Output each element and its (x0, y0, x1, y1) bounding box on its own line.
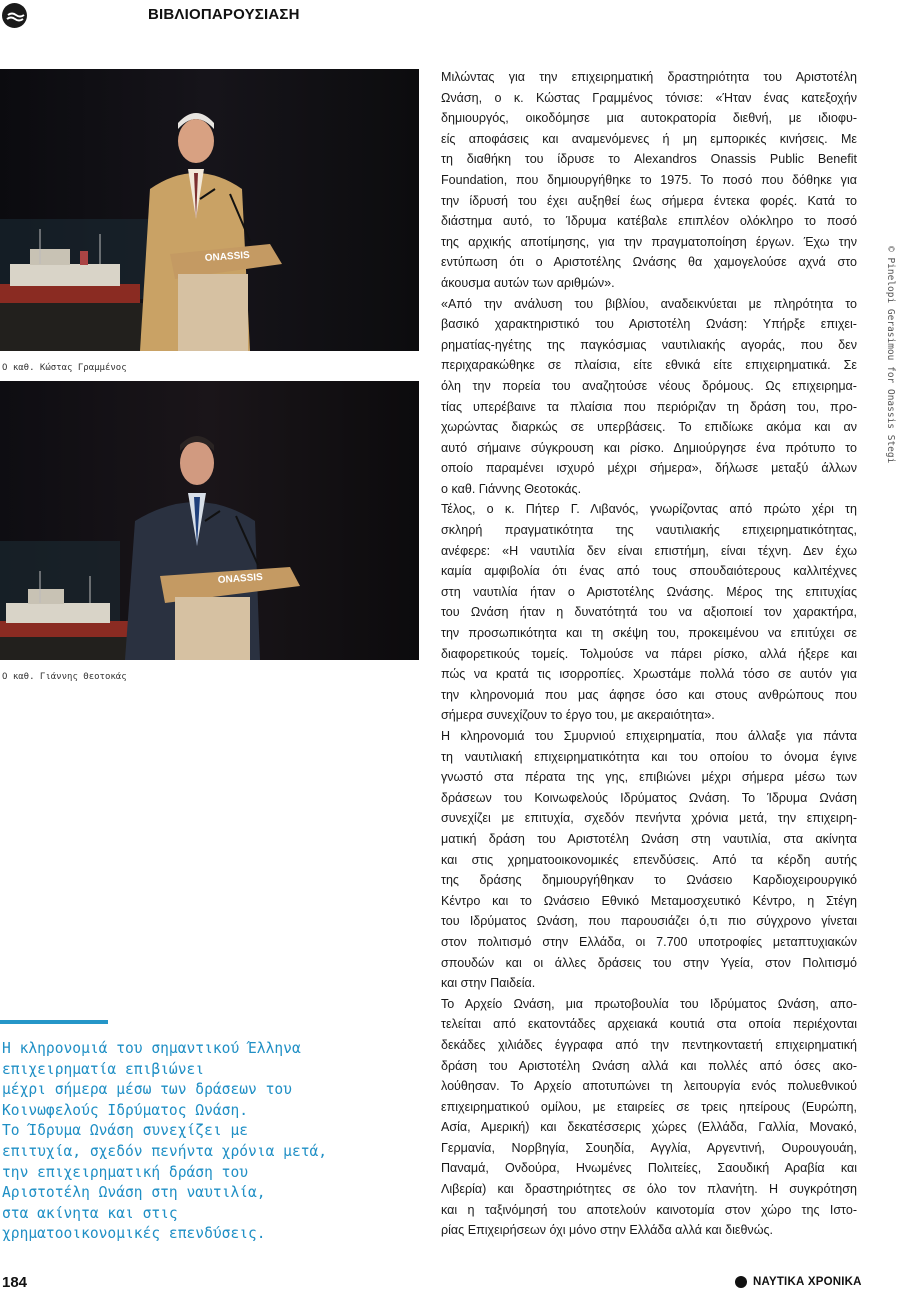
article-line: Παναμά, Ονδούρα, Ηνωμένες Πολιτείες, Σαουδική Αραβία και (441, 1161, 857, 1176)
article-line: Ωνάση, ο κ. Κώστας Γραμμένος τόνισε: «Ήταν ένας κατεξοχήν (441, 90, 857, 105)
photo-caption-2: Ο καθ. Γιάννης Θεοτοκάς (2, 672, 127, 682)
article-line: οποίο παραμένει ισχυρό μέχρι σήμερα», δήλωσε μεταξύ άλλων (441, 461, 857, 476)
article-line: σκληρή πραγματικότητα της ναυτιλιακής επιχειρηματικότητας, (441, 523, 857, 538)
photo-caption-1: Ο καθ. Κώστας Γραμμένος (2, 363, 127, 373)
article-line: χωρώντας διαρκώς σε υπερβάσεις. Το επιδίωκε ακόμα και αν (441, 420, 857, 435)
page-number: 184 (2, 1274, 28, 1291)
article-line: όλη την πορεία του αναζητούσε νέους δρόμους. Ως επιχειρημα- (441, 378, 857, 393)
article-line: αυτό σήμαινε σύγκρουση και ρίσκο. Δημιούργησε ένα πρότυπο το (441, 440, 857, 455)
article-line: ο καθ. Γιάννης Θεοτοκάς. (441, 481, 582, 496)
article-line: Λιβερία) και δραστηριότητες σε όλο τον πλανήτη. Η συγκρότηση (441, 1182, 857, 1197)
article-line: της δράσης δημιουργήθηκαν το Ωνάσειο Καρδιοχειρουργικό (441, 873, 857, 888)
article-line: καμία αμφιβολία ότι ένας από τους σπουδαιότερους καλλιτέχνες (441, 564, 857, 579)
article-line: του Ωνάση ήταν η δυνατότητά του να αξιοποιεί τον χαρακτήρα, (441, 605, 857, 620)
article-line: Μιλώντας για την επιχειρηματική δραστηριότητα του Αριστοτέλη (441, 70, 857, 84)
article-line: και στην Παιδεία. (441, 976, 536, 991)
pullquote-line: την επιχειρηματική δράση του (2, 1163, 249, 1181)
pullquote-line: στα ακίνητα και στις (2, 1204, 178, 1222)
article-line: διαφορετικούς τομείς. Τολμούσε να πάρει ρίσκο, αλλά ήξερε και (441, 646, 857, 661)
pullquote-line: επιχειρηματία επιβιώνει (2, 1060, 205, 1078)
article-line: Γερμανία, Νορβηγία, Σουηδία, Αγγλία, Αργεντινή, Ουρουγουάη, (441, 1140, 857, 1155)
article-line: δεκάδες χιλιάδες έγγραφα από την πεντηκονταετή επιχειρηματική (441, 1037, 857, 1052)
article-line: λούθησαν. Το Αρχείο αποτυπώνει τη λειτουργία ενός πολυεθνικού (441, 1079, 857, 1094)
brand-name: ΝΑΥΤΙΚΑ ΧΡΟΝΙΚΑ (753, 1276, 862, 1288)
article-line: στη ναυτιλία ήταν ο Αριστοτέλης Ωνάσης. Μέρος της επιτυχίας (441, 584, 857, 599)
pullquote-line: Αριστοτέλη Ωνάση στη ναυτιλία, (2, 1184, 266, 1202)
article-line: ανέφερε: «Η ναυτιλία δεν είναι επιστήμη, είναι τέχνη. Δεν έχω (441, 543, 857, 558)
article-line: τίας υπερέβαινε τα πλαίσια που περιόριζαν τη δράση του, προ- (441, 399, 857, 414)
magazine-logo-icon (2, 3, 27, 28)
article-line: «Από την ανάλυση του βιβλίου, αναδεικνύεται με πληρότητα το (441, 296, 857, 311)
article-line: και η ταξινόμησή του αποτελούν καινοτομία στον χώρο της Ιστο- (441, 1202, 857, 1217)
article-line: στον πολιτισμό στην Ελλάδα, οι 7.700 υποτροφίες μεταπτυχιακών (441, 934, 857, 949)
article-line: συνεχίζει με επιτυχία, σχεδόν πενήντα χρόνια μετά, την επιχειρη- (441, 811, 857, 826)
article-line: Η κληρονομιά του Σμυρνιού επιχειρηματία, που άλλαξε για πάντα (441, 729, 857, 743)
article-line: δράση του Αριστοτέλη Ωνάση αλλά και πολλές από όσες ακο- (441, 1058, 857, 1073)
article-line: Το Αρχείο Ωνάση, μια πρωτοβουλία του Ιδρύματος Ωνάση, απο- (441, 996, 857, 1011)
article-line: σπουδών και οι άλλες δράσεις του στην Υγεία, στον Πολιτισμό (441, 955, 857, 970)
article-line: ρίας Επιχειρήσεων όχι μόνο στην Ελλάδα αλλά και διεθνώς. (441, 1223, 774, 1238)
pullquote-rule (0, 1020, 108, 1024)
logo-wave-icon (2, 3, 27, 28)
article-line: επιχειρηματικού ομίλου, με εταιρείες σε τρεις ηπείρους (Ευρώπη, (441, 1099, 857, 1114)
article-line: τη διαθήκη του ίδρυσε το Alexandros Onassis Public Benefit (441, 152, 857, 167)
pullquote-line: Η κληρονομιά του σημαντικού Έλληνα (2, 1040, 301, 1057)
podium-label: ONASSIS (204, 249, 251, 264)
pullquote-line: μέχρι σήμερα μέσω των δράσεων του (2, 1081, 292, 1099)
article-line: της αρχικής αποτίμησης, για την πραγματοποίηση έργων. Έχω την (441, 234, 857, 249)
pullquote-line: επιτυχία, σχεδόν πενήντα χρόνια μετά, (2, 1142, 328, 1160)
speaker-photo-2 (0, 381, 419, 660)
article-line: διάστημα αυτό, το Ίδρυμα κατέβαλε επιπλέον ολόκληρο το ποσό (441, 214, 857, 229)
article-line: την ίδρυσή του έχει αυξηθεί έως σήμερα έντεκα φορές. Κατά το (441, 193, 857, 208)
article-line: τη ναυτιλιακή επιχειρηματικότητα και του οποίου το όνομα έγινε (441, 749, 857, 764)
article-line: δημιουργός, οικοδόμησε μια αυτοκρατορία διεθνή, με ιδιοφυ- (441, 111, 857, 126)
article-line: πώς να κρατά τις ισορροπίες. Χρωστάμε πολλά τόσο σε αυτόν για (441, 667, 857, 682)
article-line: την προσωπικότητα και τη σκέψη του, προκειμένου να επιτύχει σε (441, 626, 857, 641)
article-line: εντύπωση ότι ο Αριστοτέλης Ωνάσης θα χαμογελούσε αχνά στο (441, 255, 857, 270)
footer-brand (735, 1276, 862, 1288)
article-line: περιχαρακώθηκε σε πλαίσια, είτε εθνικά είτε επιχειρηματικά. Σε (441, 358, 857, 373)
article-line: του Ιδρύματος Ωνάση, που παρουσιάζει ό,τι πιο σύγχρονο γίνεται (441, 914, 857, 929)
photo-credit: © Pinelopi Gerasimou for Onassis Stegi (885, 246, 896, 464)
article-line: Κέντρο και το Ωνάσειο Εθνικό Μεταμοσχευτικό Κέντρο, η Στέγη (441, 893, 857, 908)
pullquote (2, 1039, 382, 1245)
article-line: ρηματίας-ηγέτης της παγκόσμιας ναυτιλιακής αγοράς, που δεν (441, 337, 857, 352)
brand-logo-icon (735, 1276, 747, 1288)
pullquote-line: Το Ίδρυμα Ωνάση συνεχίζει με (2, 1122, 249, 1140)
article-line: άκουσμα αυτών των αριθμών». (441, 275, 615, 290)
article-line: σήμερα συνεχίζουν το έργο του, με ακεραιότητα». (441, 708, 715, 723)
article-line: Τέλος, ο κ. Πήτερ Γ. Λιβανός, γνωρίζοντας από πρώτο χέρι τη (441, 502, 857, 517)
pullquote-line: Κοινωφελούς Ιδρύματος Ωνάση. (2, 1101, 249, 1119)
article-line: την κληρονομιά που μας άφησε όσο και στους ανθρώπους που (441, 687, 857, 702)
article-line: γνωστό στα πέρατα της γης, επιβιώνει μέχρι σήμερα μέσω των (441, 770, 857, 785)
section-title: ΒΙΒΛΙΟΠΑΡΟΥΣΙΑΣΗ (148, 6, 300, 23)
article-line: Foundation, που δημιουργήθηκε το 1975. Το ποσό που δόθηκε για (441, 172, 857, 187)
article-line: βασικό χαρακτηριστικό του Αριστοτέλη Ωνάση: Υπήρξε επιχει- (441, 317, 857, 332)
pullquote-line: χρηματοοικονομικές επενδύσεις. (2, 1225, 266, 1243)
podium-label: ONASSIS (217, 571, 264, 586)
article-line: είς αποφάσεις και αναμενόμενες ή μη εμπορικές κινήσεις. Με (441, 131, 857, 146)
article-line: τελείται από εκατοντάδες αρχειακά κουτιά στα οποία περιέχονται (441, 1017, 857, 1032)
article-line: και στις χρηματοοικονομικές επενδύσεις. Από τα κέρδη αυτής (441, 852, 857, 867)
speaker-photo-1 (0, 69, 419, 351)
article-line: Ασία, Αμερική) και δεκατέσσερις χώρες (Ελλάδα, Γαλλία, Μονακό, (441, 1120, 857, 1135)
article-line: δράσεων του Κοινωφελούς Ιδρύματος Ωνάση. Το Ίδρυμα Ωνάση (441, 790, 857, 805)
article-body (441, 67, 857, 1241)
article-line: ματική δράση του Αριστοτέλη Ωνάση στη ναυτιλία, στα ακίνητα (441, 831, 857, 846)
